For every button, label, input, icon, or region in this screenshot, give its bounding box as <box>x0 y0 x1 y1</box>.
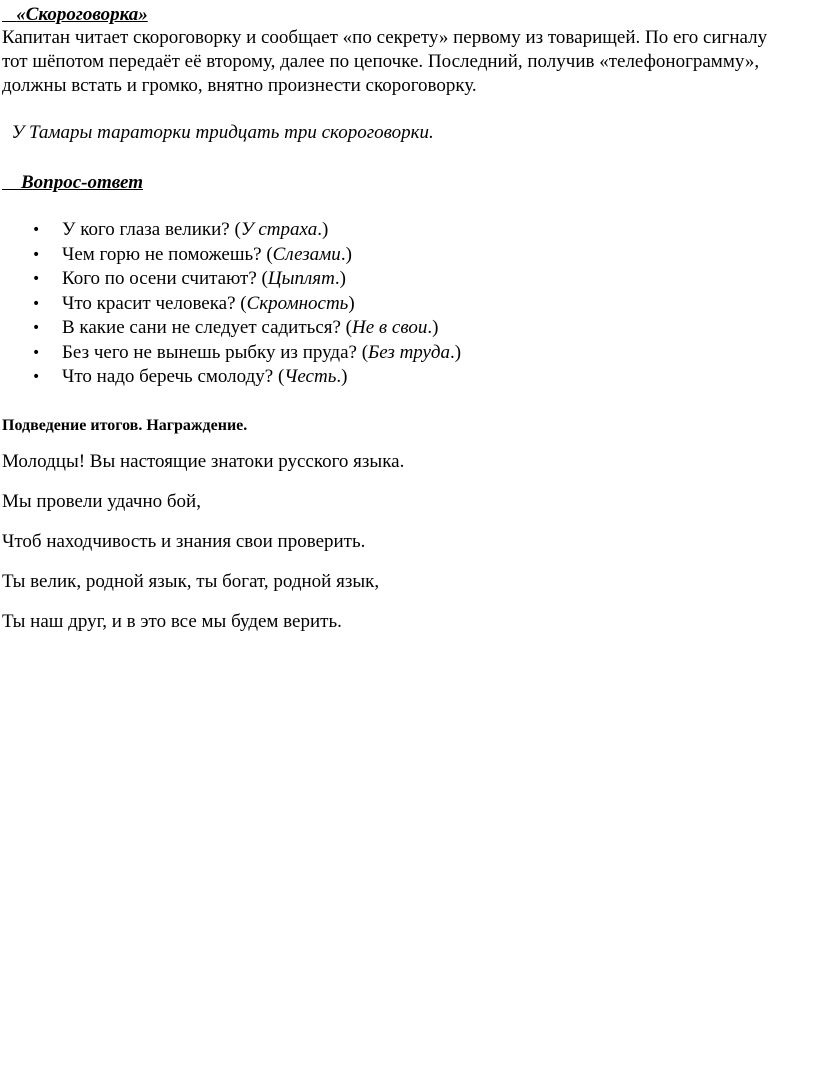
tongue-twister-text <box>2 121 434 145</box>
poem-line: Ты наш друг, и в это все мы будем верить. <box>2 611 342 632</box>
answer-text: Слезами <box>272 243 341 265</box>
summary-heading: Подведение итогов. Награждение. <box>2 417 248 434</box>
tongue-twister-line: У Тамары тараторки тридцать три скороговорки. <box>11 122 434 143</box>
list-item <box>2 316 461 341</box>
list-item <box>2 292 461 317</box>
bullet-icon: • <box>32 295 41 312</box>
bullet-icon: • <box>32 246 41 263</box>
list-item <box>2 341 461 366</box>
answer-end: .) <box>334 268 346 289</box>
answer-end: .) <box>340 243 352 265</box>
question-text: У кого глаза велики? ( <box>62 219 241 240</box>
list-item <box>2 267 461 292</box>
answer-text: У страха <box>240 219 318 240</box>
question-text: Кого по осени считают? ( <box>62 268 268 289</box>
answer-text: Цыплят <box>267 268 335 289</box>
section-heading-tongue-twister <box>2 3 148 27</box>
list-item <box>2 243 461 268</box>
poem-line: Мы провели удачно бой, <box>2 491 201 512</box>
bullet-icon: • <box>32 271 41 287</box>
answer-end: .) <box>450 341 462 363</box>
question-text: Что красит человека? ( <box>62 292 247 314</box>
question-text: Без чего не вынешь рыбку из пруда? ( <box>62 341 369 363</box>
answer-text: Без труда <box>368 341 451 363</box>
bullet-icon: • <box>32 320 41 336</box>
question-list <box>2 218 461 390</box>
question-text: Чем горю не поможешь? ( <box>62 243 273 265</box>
answer-end: .) <box>336 366 348 387</box>
bullet-icon: • <box>32 222 41 238</box>
question-text: В какие сани не следует садиться? ( <box>62 317 353 338</box>
bullet-icon: • <box>32 369 41 385</box>
poem-line: Молодцы! Вы настоящие знатоки русского языка. <box>2 451 405 472</box>
answer-end: ) <box>348 292 355 314</box>
instructions-paragraph: Капитан читает скороговорку и сообщает «по секрету» первому из товарищей. По его сигналу тот шёпотом передаёт её второму, далее по цепочке. Последний, получив «телефонограмму», должны встать и громко, внятно произнести скороговорку. <box>2 27 768 96</box>
question-text: Что надо беречь смолоду? ( <box>62 366 285 387</box>
list-item <box>2 365 461 390</box>
section-heading-question-answer <box>2 171 143 195</box>
answer-end: .) <box>317 219 329 240</box>
answer-text: Скромность <box>246 292 349 314</box>
poem-line: Ты велик, родной язык, ты богат, родной язык, <box>2 571 380 592</box>
poem-line: Чтоб находчивость и знания свои проверить. <box>2 531 366 552</box>
bullet-icon: • <box>32 344 41 361</box>
answer-text: Не в свои <box>352 317 428 338</box>
heading-text: «Скороговорка» <box>16 4 148 25</box>
answer-text: Честь <box>284 366 337 387</box>
list-item <box>2 218 461 243</box>
heading-text: Вопрос-ответ <box>21 172 143 193</box>
answer-end: .) <box>427 317 439 338</box>
